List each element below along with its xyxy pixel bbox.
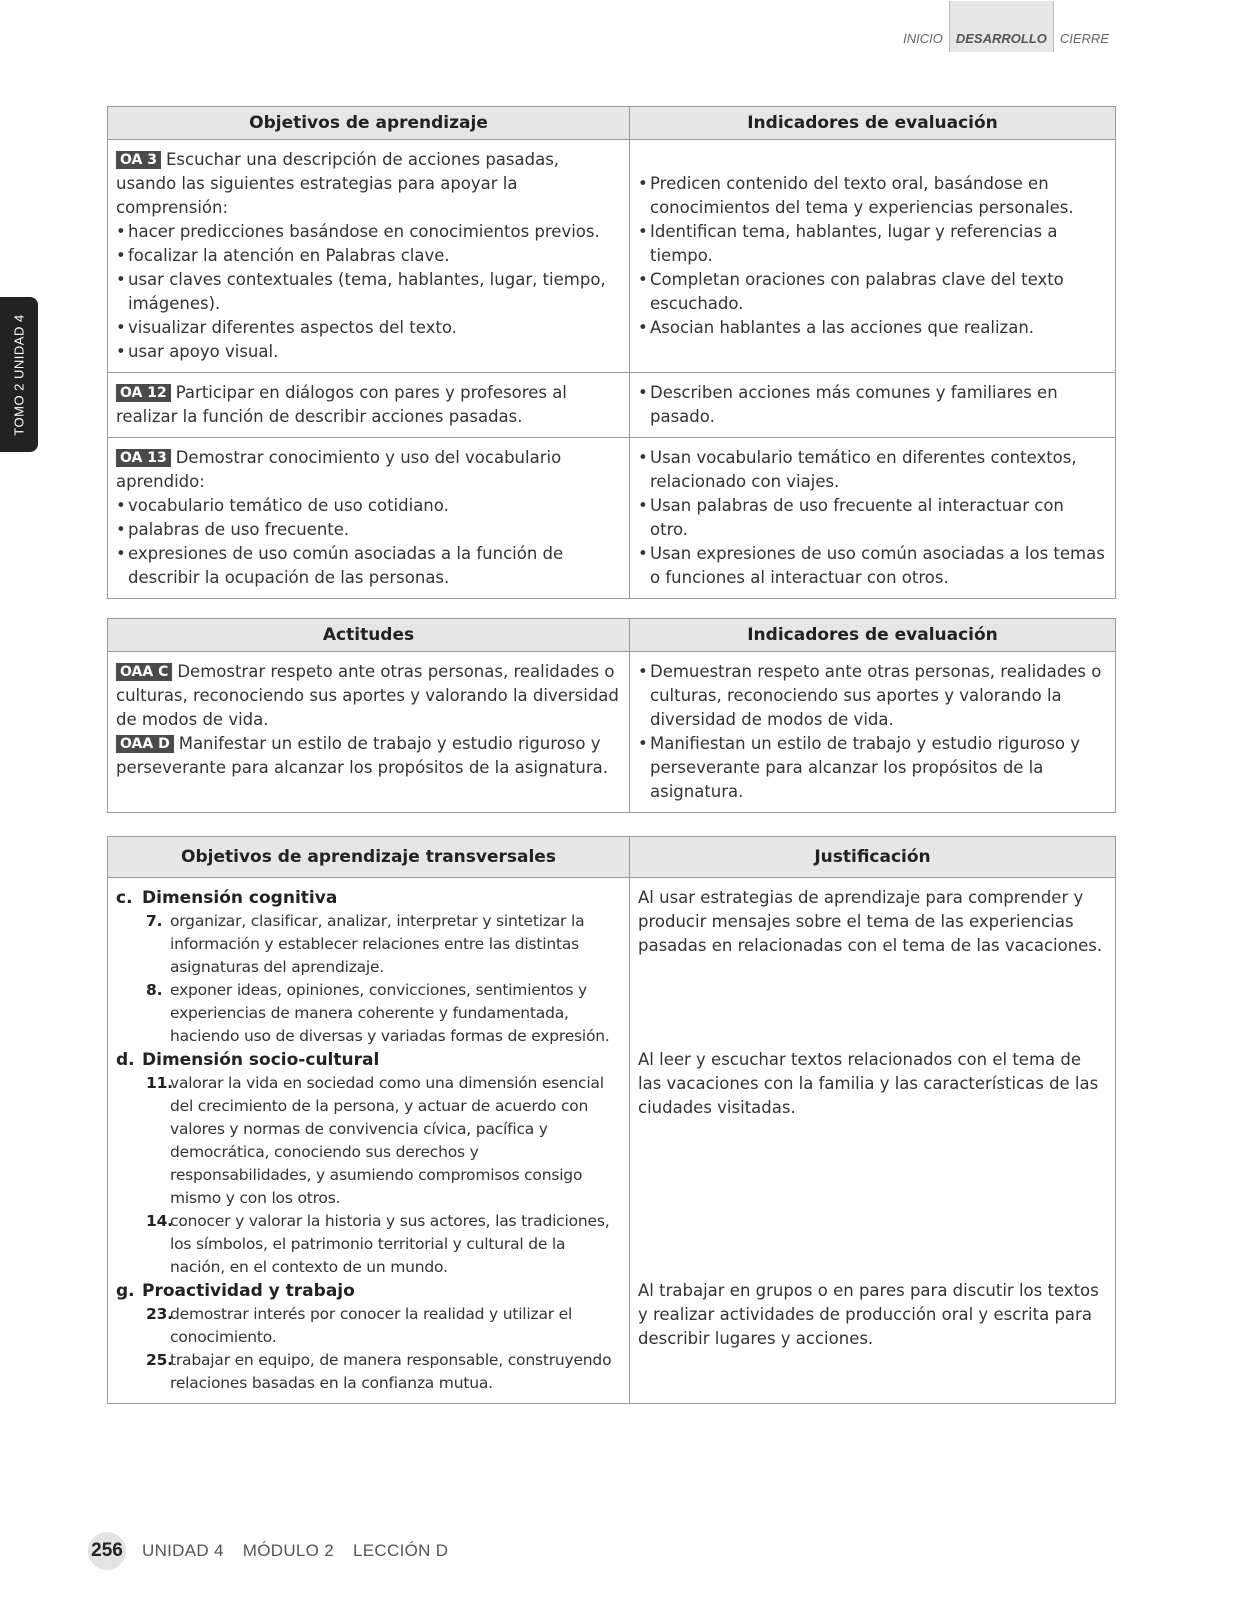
table-row	[108, 373, 1116, 438]
dimension-cell	[108, 878, 630, 1049]
indicator-cell	[630, 652, 1116, 813]
list-item: • usar claves contextuales (tema, hablantes, lugar, tiempo, imágenes).	[116, 268, 621, 316]
list-item: • Demuestran respeto ante otras personas, realidades o culturas, reconociendo sus aportes y valorando la diversidad de modos de vida.	[638, 660, 1107, 732]
dimension-item: 11. valorar la vida en sociedad como una dimensión esencial del crecimiento de la persona, y actuar de acuerdo con valores y normas de convivencia cívica, pacífica y democrática, conociendo sus derechos y responsabilidades, y asumiendo compromisos consigo mismo y con los otros.	[146, 1074, 604, 1207]
table-row	[108, 1048, 1116, 1279]
list-item: • Describen acciones más comunes y familiares en pasado.	[638, 381, 1107, 429]
attitudes-table	[107, 618, 1116, 813]
dimension-title: d. Dimensión socio-cultural	[116, 1050, 380, 1070]
dimension-item: 7. organizar, clasificar, analizar, interpretar y sintetizar la información y establecer relaciones entre las distintas asignaturas del aprendizaje.	[146, 912, 585, 976]
justification-header: Justificación	[630, 837, 1116, 878]
objective-text: Escuchar una descripción de acciones pasadas, usando las siguientes estrategias para apoyar la comprensión:	[116, 150, 560, 217]
list-item: • expresiones de uso común asociadas a la función de describir la ocupación de las personas.	[116, 542, 621, 590]
list-item: • Asocian hablantes a las acciones que realizan.	[638, 316, 1107, 340]
dimension-item: 25. trabajar en equipo, de manera responsable, construyendo relaciones basadas en la confianza mutua.	[146, 1351, 612, 1392]
objective-cell	[108, 373, 630, 438]
attitude-text: Demostrar respeto ante otras personas, realidades o culturas, reconociendo sus aportes y valorando la diversidad de modos de vida.	[116, 662, 619, 729]
dimension-item: 23. demostrar interés por conocer la realidad y utilizar el conocimiento.	[146, 1305, 573, 1346]
table-row	[108, 140, 1116, 373]
page-number: 256	[88, 1532, 126, 1570]
table-row	[108, 1279, 1116, 1404]
transversal-objectives-table	[107, 836, 1116, 1404]
objective-list	[116, 220, 621, 364]
list-item: • visualizar diferentes aspectos del texto.	[116, 316, 621, 340]
table-row	[108, 652, 1116, 813]
dimension-title: g. Proactividad y trabajo	[116, 1281, 355, 1301]
section-nav	[897, 0, 1115, 52]
justification-cell: Al leer y escuchar textos relacionados con el tema de las vacaciones con la familia y las características de las ciudades visitadas.	[630, 1048, 1116, 1279]
list-item: • hacer predicciones basándose en conocimientos previos.	[116, 220, 621, 244]
dimension-title: c. Dimensión cognitiva	[116, 888, 338, 908]
justification-cell: Al trabajar en grupos o en pares para discutir los textos y realizar actividades de producción oral y escrita para describir lugares y acciones.	[630, 1279, 1116, 1404]
list-item: • Usan vocabulario temático en diferentes contextos, relacionado con viajes.	[638, 446, 1107, 494]
list-item: • Usan expresiones de uso común asociadas a los temas o funciones al interactuar con otros.	[638, 542, 1107, 590]
indicator-cell	[630, 373, 1116, 438]
indicator-list	[638, 660, 1107, 804]
indicator-cell	[630, 438, 1116, 599]
list-item: • Identifican tema, hablantes, lugar y referencias a tiempo.	[638, 220, 1107, 268]
breadcrumb-unit: UNIDAD 4	[142, 1541, 224, 1560]
indicator-list	[638, 381, 1107, 429]
oaa-badge: OAA D	[116, 735, 174, 753]
list-item: • Manifiestan un estilo de trabajo y estudio riguroso y perseverante para alcanzar los propósitos de la asignatura.	[638, 732, 1107, 804]
list-item: • usar apoyo visual.	[116, 340, 621, 364]
list-item: • Usan palabras de uso frecuente al interactuar con otro.	[638, 494, 1107, 542]
indicators-header: Indicadores de evaluación	[630, 107, 1116, 140]
objectives-header: Objetivos de aprendizaje	[108, 107, 630, 140]
side-unit-tab	[0, 297, 38, 452]
oa-badge: OA 12	[116, 384, 171, 402]
tab-desarrollo[interactable]: DESARROLLO	[949, 1, 1054, 52]
tab-inicio[interactable]: INICIO	[903, 31, 943, 46]
attitudes-header: Actitudes	[108, 619, 630, 652]
indicator-list	[638, 172, 1107, 340]
dimension-cell	[108, 1048, 630, 1279]
table-row	[108, 438, 1116, 599]
dimension-item: 8. exponer ideas, opiniones, convicciones, sentimientos y experiencias de manera coherente y fundamentada, haciendo uso de diversas y variadas formas de expresión.	[146, 981, 610, 1045]
oa-badge: OA 3	[116, 151, 161, 169]
attitude-cell	[108, 652, 630, 813]
side-unit-label: TOMO 2 UNIDAD 4	[11, 313, 27, 436]
objective-cell	[108, 438, 630, 599]
objective-cell	[108, 140, 630, 373]
attitude-item	[116, 660, 621, 732]
list-item: • palabras de uso frecuente.	[116, 518, 621, 542]
justification-cell: Al usar estrategias de aprendizaje para comprender y producir mensajes sobre el tema de las experiencias pasadas en relacionadas con el tema de las vacaciones.	[630, 878, 1116, 1049]
objective-text: Demostrar conocimiento y uso del vocabulario aprendido:	[116, 448, 562, 491]
tab-cierre[interactable]: CIERRE	[1059, 31, 1109, 46]
indicators-header: Indicadores de evaluación	[630, 619, 1116, 652]
oaa-badge: OAA C	[116, 663, 172, 681]
attitude-text: Manifestar un estilo de trabajo y estudio riguroso y perseverante para alcanzar los propósitos de la asignatura.	[116, 734, 609, 777]
objectives-table	[107, 106, 1116, 599]
objective-text: Participar en diálogos con pares y profesores al realizar la función de describir acciones pasadas.	[116, 383, 567, 426]
list-item: • Completan oraciones con palabras clave del texto escuchado.	[638, 268, 1107, 316]
transversal-header: Objetivos de aprendizaje transversales	[108, 837, 630, 878]
attitude-item	[116, 732, 621, 780]
oa-badge: OA 13	[116, 449, 171, 467]
list-item: • vocabulario temático de uso cotidiano.	[116, 494, 621, 518]
dimension-cell	[108, 1279, 630, 1404]
breadcrumb-lesson: LECCIÓN D	[353, 1541, 449, 1560]
table-row	[108, 878, 1116, 1049]
page-footer	[88, 1532, 462, 1570]
indicator-cell	[630, 140, 1116, 373]
breadcrumb	[142, 1541, 462, 1561]
dimension-item: 14. conocer y valorar la historia y sus actores, las tradiciones, los símbolos, el patrimonio territorial y cultural de la nación, en el contexto de un mundo.	[146, 1212, 610, 1276]
indicator-list	[638, 446, 1107, 590]
list-item: • focalizar la atención en Palabras clave.	[116, 244, 621, 268]
list-item: • Predicen contenido del texto oral, basándose en conocimientos del tema y experiencias personales.	[638, 172, 1107, 220]
breadcrumb-module: MÓDULO 2	[242, 1541, 334, 1560]
objective-list	[116, 494, 621, 590]
